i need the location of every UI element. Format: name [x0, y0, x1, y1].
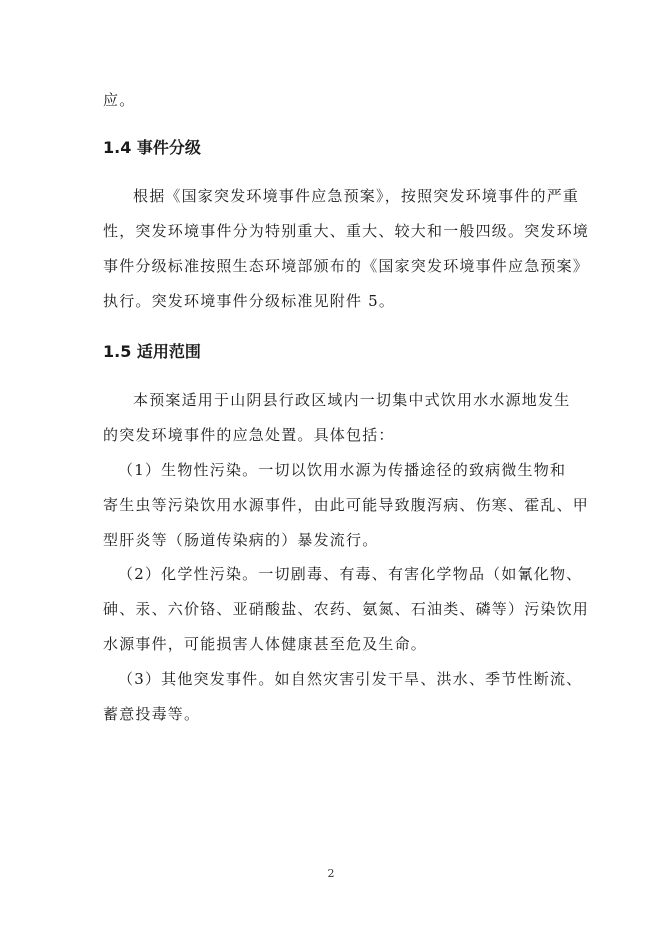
section-heading-1-5: 1.5 适用范围: [103, 342, 201, 361]
text-line: 寄生虫等污染饮用水源事件，由此可能导致腹泻病、伤寒、霍乱、甲: [103, 496, 590, 514]
text-line: 本预案适用于山阴县行政区域内一切集中式饮用水水源地发生: [133, 391, 571, 409]
text-line: 执行。突发环境事件分级标准见附件 5。: [103, 292, 396, 310]
text-line: 应。: [103, 91, 136, 109]
text-line: 根据《国家突发环境事件应急预案》，按照突发环境事件的严重: [133, 187, 580, 205]
text-line: 事件分级标准按照生态环境部颁布的《国家突发环境事件应急预案》: [103, 257, 590, 275]
page-number: 2: [327, 867, 335, 880]
text-line: （2）化学性污染。一切剧毒、有毒、有害化学物品（如氰化物、: [118, 565, 583, 583]
text-line: （1）生物性污染。一切以饮用水源为传播途径的致病微生物和: [118, 461, 567, 479]
text-line: 蓄意投毒等。: [103, 705, 201, 723]
text-line: 性，突发环境事件分为特别重大、重大、较大和一般四级。突发环境: [103, 222, 590, 240]
text-line: （3）其他突发事件。如自然灾害引发干旱、洪水、季节性断流、: [118, 670, 583, 688]
text-line: 的突发环境事件的应急处置。具体包括：: [103, 426, 395, 444]
text-line: 砷、汞、六价铬、亚硝酸盐、农药、氨氮、石油类、磷等）污染饮用: [103, 600, 590, 618]
text-line: 型肝炎等（肠道传染病的）暴发流行。: [103, 531, 379, 549]
section-heading-1-4: 1.4 事件分级: [103, 138, 201, 157]
text-line: 水源事件，可能损害人体健康甚至危及生命。: [103, 635, 428, 653]
